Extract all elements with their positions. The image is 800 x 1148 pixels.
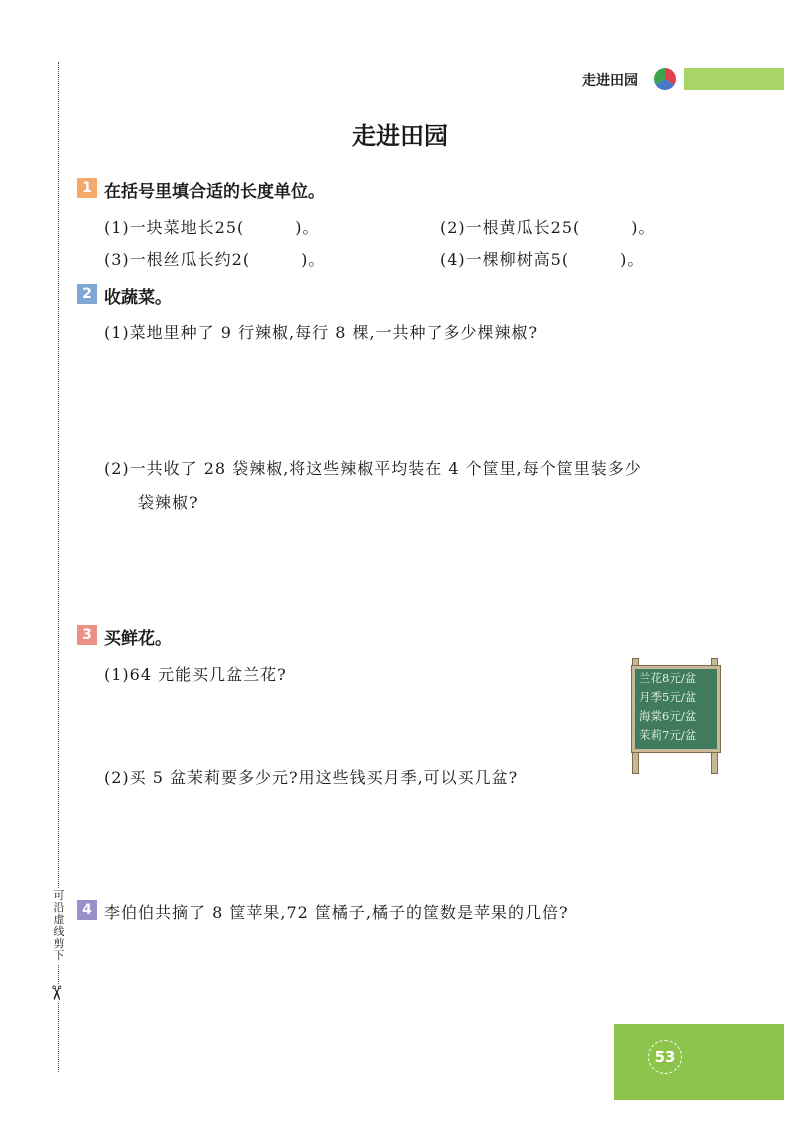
q2-part-1: (1)菜地里种了 9 行辣椒,每行 8 棵,一共种了多少棵辣椒? [104,323,539,342]
q1-item-3: (3)一根丝瓜长约2( )。 [104,250,326,269]
price-chalkboard [630,658,722,774]
section-label: 走进田园 [582,73,638,89]
cut-hint: 可沿虚线剪下 [53,889,65,962]
q2-part-2-line-1: (2)一共收了 28 袋辣椒,将这些辣椒平均装在 4 个筐里,每个筐里装多少 [104,459,642,478]
footer-accent-block [614,1024,784,1100]
q3-part-1: (1)64 元能买几盆兰花? [104,665,287,684]
question-number-badge: 1 [77,178,97,198]
question-3-heading: 买鲜花。 [104,629,172,649]
page-number: 53 [648,1040,682,1074]
question-number-badge: 3 [77,625,97,645]
q1-item-1: (1)一块菜地长25( )。 [104,218,320,237]
question-1-heading: 在括号里填合适的长度单位。 [104,182,325,202]
header-accent-bar [684,68,784,90]
q2-part-2-line-2: 袋辣椒? [138,493,199,512]
board-price-line: 月季5元/盆 [639,690,697,704]
question-number-badge: 2 [77,284,97,304]
board-price-line: 茉莉7元/盆 [639,728,697,742]
board-surface [632,666,720,752]
q1-item-2: (2)一根黄瓜长25( )。 [440,218,656,237]
q1-item-4: (4)一棵柳树高5( )。 [440,250,645,269]
color-wheel-icon [654,68,676,90]
board-price-line: 海棠6元/盆 [639,709,697,723]
question-2-heading: 收蔬菜。 [104,288,172,308]
q3-part-2: (2)买 5 盆茉莉要多少元?用这些钱买月季,可以买几盆? [104,768,519,787]
scissors-icon: ✂ [44,984,69,1002]
question-4-text: 李伯伯共摘了 8 筐苹果,72 筐橘子,橘子的筐数是苹果的几倍? [104,903,569,922]
board-price-line: 兰花8元/盆 [639,671,697,685]
page-title: 走进田园 [352,122,448,150]
question-number-badge: 4 [77,900,97,920]
